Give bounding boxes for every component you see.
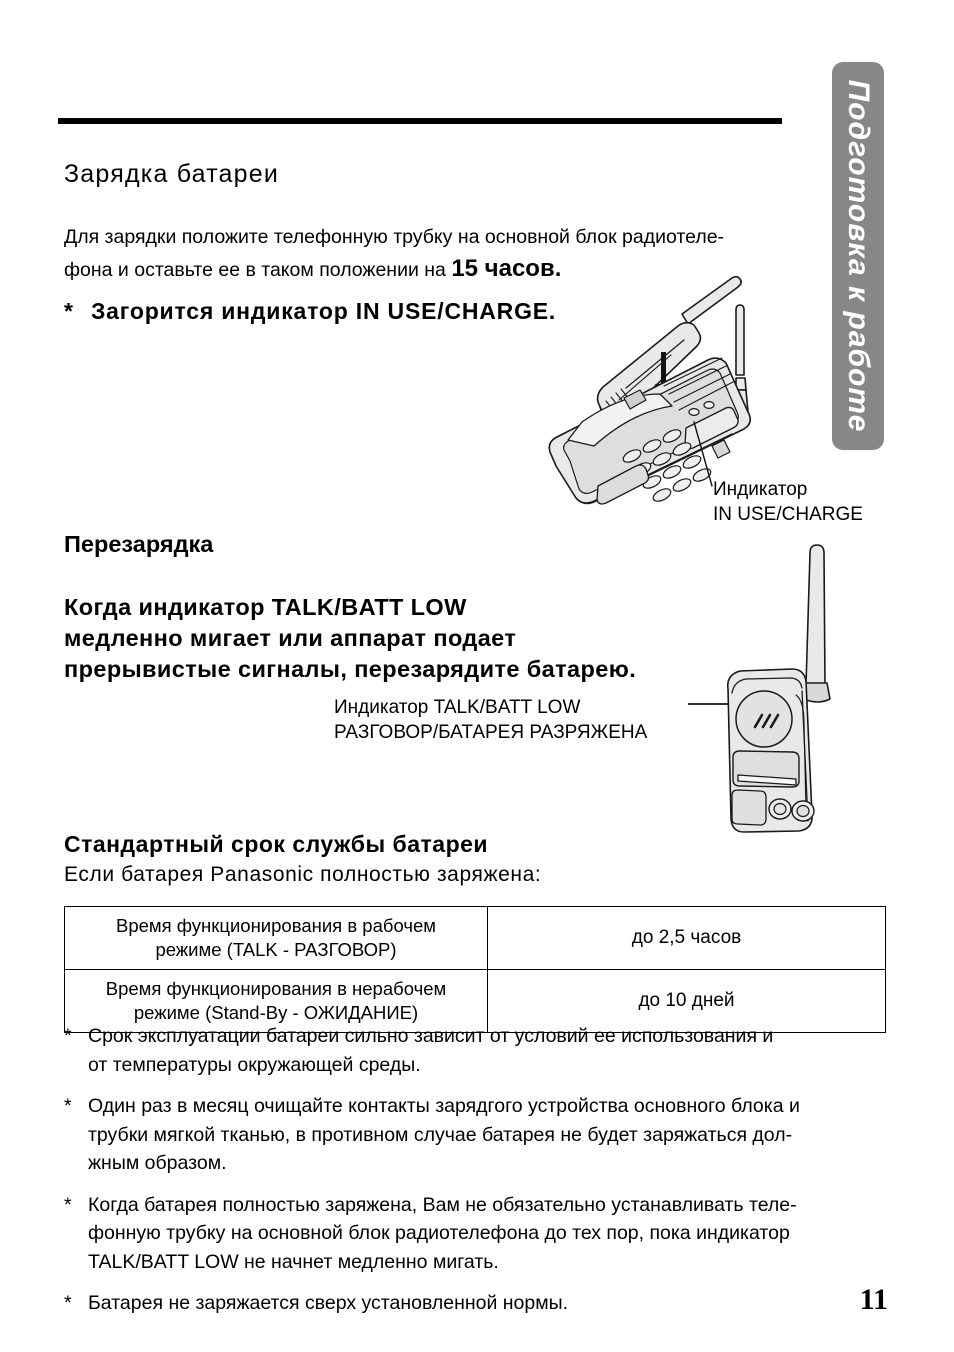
list-item — [64, 1092, 894, 1178]
charging-indicator-note-star: * — [64, 298, 74, 324]
note-star: * — [64, 1193, 72, 1216]
recharge-statement-line-2: медленно мигает или аппарат подает — [64, 625, 517, 651]
note-line-1: Один раз в месяц очищайте контакты зарядгого устройства основного блока и — [88, 1095, 800, 1117]
in-use-charge-callout-line-1: Индикатор — [713, 479, 808, 500]
list-item — [64, 1191, 894, 1277]
talk-batt-low-callout-line-2: РАЗГОВОР/БАТАРЕЯ РАЗРЯЖЕНА — [334, 722, 648, 743]
recharge-statement — [64, 592, 704, 685]
table-row — [65, 907, 886, 970]
table-cell-mode-value: до 10 дней — [488, 970, 886, 1033]
heading-charging: Зарядка батареи — [64, 160, 280, 188]
note-line-1: Когда батарея полностью заряжена, Вам не обязательно устанавливать теле- — [88, 1193, 797, 1216]
recharge-statement-line-1: Когда индикатор TALK/BATT LOW — [64, 594, 467, 620]
charging-duration: 15 часов. — [451, 255, 562, 282]
table-cell-mode-label-line-2: режиме (Stand-By - ОЖИДАНИЕ) — [133, 1002, 419, 1023]
table-cell-mode-label — [65, 907, 488, 970]
table-cell-mode-value: до 2,5 часов — [488, 907, 886, 970]
note-line-1: Батарея не заряжается сверх установленной нормы. — [88, 1292, 569, 1314]
note-line-2: фонную трубку на основной блок радиотелефона до тех пор, пока индикатор — [88, 1222, 790, 1244]
battery-life-subheading: Если батарея Panasonic полностью заряжена: — [64, 863, 542, 886]
handset-illustration — [700, 533, 900, 833]
charging-paragraph-line-1: Для зарядки положите телефонную трубку на основной блок радиотеле- — [64, 226, 725, 248]
note-star: * — [64, 1095, 72, 1117]
note-star: * — [64, 1025, 72, 1047]
table-cell-mode-label-line-1: Время функционирования в нерабочем — [105, 978, 447, 999]
talk-batt-low-callout — [334, 695, 647, 745]
section-tab-label: Подготовка к работе — [842, 79, 875, 433]
note-line-2: трубки мягкой тканью, в противном случае батарея не будет заряжаться дол- — [88, 1123, 793, 1146]
charging-indicator-note-text: Загорится индикатор IN USE/CHARGE. — [90, 298, 557, 324]
recharge-statement-line-3: прерывистые сигналы, перезарядите батарею. — [64, 656, 637, 682]
battery-notes-list — [64, 1022, 894, 1331]
heading-recharge: Перезарядка — [64, 531, 214, 557]
list-item — [64, 1289, 894, 1318]
charging-indicator-note — [64, 298, 556, 325]
note-line-2: от температуры окружающей среды. — [88, 1053, 421, 1076]
note-line-1: Срок эксплуатации батареи сильно зависит от условий ее использования и — [88, 1025, 774, 1047]
table-cell-mode-label-line-1: Время функционирования в рабочем — [115, 915, 436, 936]
table-cell-mode-label-line-2: режиме (TALK - РАЗГОВОР) — [155, 939, 397, 960]
header-rule — [58, 118, 782, 124]
heading-battery-life: Стандартный срок службы батареи — [64, 831, 489, 857]
in-use-charge-callout-line-2: IN USE/CHARGE — [713, 504, 863, 525]
note-line-3: TALK/BATT LOW не начнет медленно мигать. — [88, 1250, 499, 1273]
talk-batt-low-callout-line-1: Индикатор TALK/BATT LOW — [334, 697, 581, 718]
battery-life-table — [64, 906, 886, 1033]
charging-paragraph-line-2: фона и оставьте ее в таком положении на — [64, 259, 452, 281]
page-number: 11 — [859, 1283, 888, 1316]
in-use-charge-callout — [713, 477, 863, 527]
list-item — [64, 1022, 894, 1079]
note-star: * — [64, 1292, 72, 1314]
note-line-3: жным образом. — [88, 1152, 227, 1174]
